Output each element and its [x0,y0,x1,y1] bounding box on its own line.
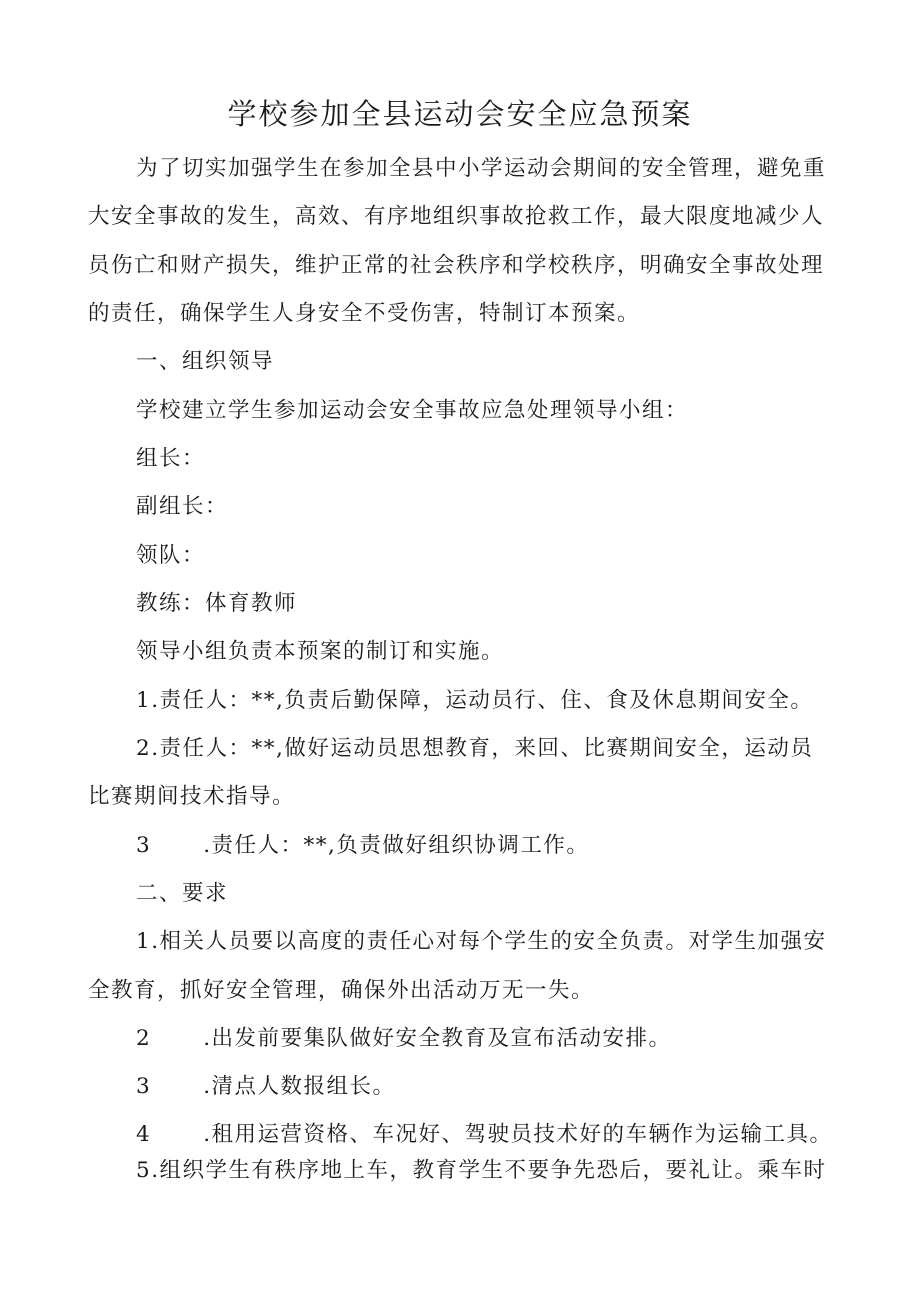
item-text: .责任人：**,负责做好组织协调工作。 [203,833,590,858]
section1-item-2-cont: 比赛期间技术指导。 [88,784,296,809]
item-text: .清点人数报组长。 [203,1074,396,1099]
coach-line: 教练：体育教师 [136,591,298,616]
section2-item-3 [136,1063,836,1112]
item-number: 5 [136,1158,152,1183]
intro-line-2: 大安全事故的发生，高效、有序地组织事故抢救工作，最大限度地减少人 [88,204,825,229]
section1-item-3 [136,822,836,871]
item-text: .责任人：**,做好运动员思想教育，来回、比赛期间安全，运动员 [151,736,814,761]
item-number: 2 [136,1026,152,1051]
leader-line: 组长： [136,446,206,471]
item-number: 4 [136,1122,152,1147]
section1-lead: 学校建立学生参加运动会安全事故应急处理领导小组： [136,398,689,423]
item-number: 2 [136,736,152,761]
section2-heading: 二、要求 [136,881,229,906]
item-text: .组织学生有秩序地上车，教育学生不要争先恐后，要礼让。乘车时 [151,1158,827,1183]
item-text: .相关人员要以高度的责任心对每个学生的安全负责。对学生加强安 [151,929,827,954]
team-lead-line: 领队： [136,543,206,568]
section2-item-1 [136,918,836,967]
item-number: 1 [136,929,152,954]
section1-heading: 一、组织领导 [136,349,275,374]
intro-line-1: 为了切实加强学生在参加全县中小学运动会期间的安全管理，避免重 [136,156,827,181]
item-text: .出发前要集队做好安全教育及宣布活动安排。 [203,1026,672,1051]
item-number: 3 [136,833,152,858]
document-title: 学校参加全县运动会安全应急预案 [227,97,693,131]
section1-item-1 [136,677,836,726]
section1-item-2 [136,725,836,774]
item-text: .责任人：**,负责后勤保障，运动员行、住、食及休息期间安全。 [151,688,814,713]
item-text: .租用运营资格、车况好、驾驶员技术好的车辆作为运输工具。 [203,1122,833,1147]
section2-item-5 [136,1147,836,1196]
deputy-line: 副组长： [136,494,229,519]
item-number: 1 [136,688,152,713]
section2-item-1-cont: 全教育，抓好安全管理，确保外出活动万无一失。 [88,978,595,1003]
item-number: 3 [136,1074,152,1099]
intro-line-4: 的责任，确保学生人身安全不受伤害，特制订本预案。 [88,301,641,326]
section2-item-2 [136,1015,836,1064]
duty-line: 领导小组负责本预案的制订和实施。 [136,639,505,664]
intro-line-3: 员伤亡和财产损失，维护正常的社会秩序和学校秩序，明确安全事故处理 [88,253,825,278]
